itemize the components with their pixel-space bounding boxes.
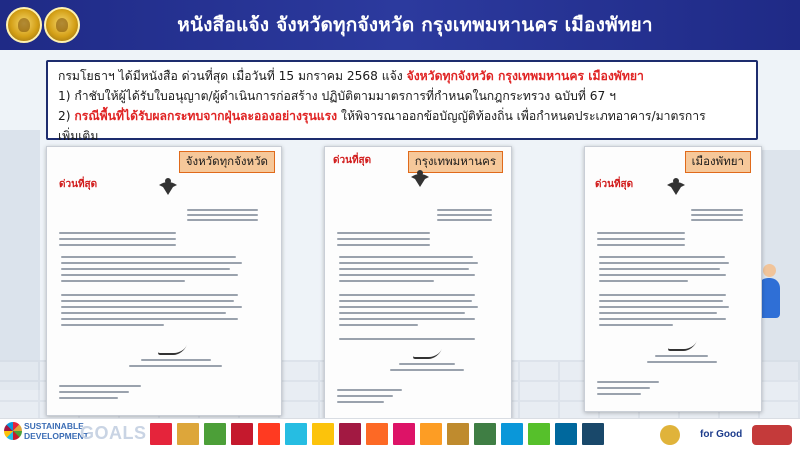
notice-line-3-number: 2) — [58, 109, 75, 123]
document-bangkok[interactable] — [324, 146, 512, 420]
text-line — [691, 214, 744, 216]
text-line — [390, 369, 464, 371]
document-label: กรุงเทพมหานคร — [408, 151, 503, 173]
text-line — [691, 209, 744, 211]
garuda-emblem-icon — [409, 167, 431, 189]
text-line — [337, 238, 430, 240]
text-line — [691, 219, 744, 221]
document-label: จังหวัดทุกจังหวัด — [179, 151, 275, 173]
notice-line-2: 1) กำชับให้ผู้ได้รับใบอนุญาต/ผู้ดำเนินการก่อสร้าง ปฏิบัติตามมาตรการที่กำหนดในกฎกระทรวง ฉบับที่ 67 ฯ — [58, 89, 616, 103]
text-line — [599, 318, 726, 320]
signature-mark — [157, 345, 187, 355]
sdg-goal-tile-icon — [447, 423, 469, 445]
text-line — [337, 232, 430, 234]
text-line — [59, 232, 176, 234]
text-line — [61, 312, 226, 314]
sdg-goal-tile-icon — [285, 423, 307, 445]
background-building-right — [756, 150, 800, 380]
text-line — [337, 244, 430, 246]
sdg-goal-tile-icon — [231, 423, 253, 445]
text-line — [337, 401, 384, 403]
text-line — [339, 294, 475, 296]
sdg-wheel-icon — [4, 422, 22, 440]
text-line — [339, 268, 469, 270]
text-line — [59, 244, 176, 246]
text-line — [647, 361, 717, 363]
text-line — [187, 219, 257, 221]
signature-mark — [668, 341, 698, 351]
urgent-stamp: ด่วนที่สุด — [59, 179, 98, 190]
text-line — [339, 256, 473, 258]
text-line — [437, 209, 493, 211]
text-line — [59, 238, 176, 240]
notice-line-1-highlight: จังหวัดทุกจังหวัด กรุงเทพมหานคร เมืองพัทยา — [406, 69, 644, 83]
text-line — [61, 256, 236, 258]
urgent-stamp: ด่วนที่สุด — [595, 179, 634, 190]
document-pattaya[interactable] — [584, 146, 762, 412]
text-line — [337, 389, 402, 391]
for-good-text: for Good — [700, 429, 743, 440]
text-line — [141, 359, 211, 361]
ministry-seal-logo — [6, 7, 42, 43]
text-line — [399, 363, 455, 365]
text-line — [437, 214, 493, 216]
text-line — [61, 280, 185, 282]
header-bar — [0, 0, 800, 50]
background-building-left — [0, 130, 40, 390]
text-line — [339, 280, 434, 282]
text-line — [599, 274, 726, 276]
text-line — [437, 219, 493, 221]
text-line — [597, 244, 685, 246]
text-line — [61, 324, 164, 326]
text-line — [59, 397, 118, 399]
notice-line-1-text: กรมโยธาฯ ได้มีหนังสือ ด่วนที่สุด เมื่อวันที่ 15 มกราคม 2568 แจ้ง — [58, 69, 407, 83]
text-line — [339, 300, 472, 302]
sdg-line-1: SUSTAINABLE — [24, 421, 84, 431]
text-line — [599, 280, 688, 282]
text-line — [61, 268, 230, 270]
garuda-emblem-icon — [665, 175, 687, 197]
text-line — [61, 262, 242, 264]
footer-sdg-bar — [0, 418, 800, 450]
text-line — [61, 294, 238, 296]
partner-logo-icon — [752, 425, 792, 445]
sdg-goal-tile-icon — [204, 423, 226, 445]
text-line — [599, 262, 729, 264]
garuda-emblem-icon — [157, 175, 179, 197]
sdg-goal-tile-icon — [582, 423, 604, 445]
text-line — [597, 387, 650, 389]
goals-wordmark: GOALS — [80, 423, 147, 443]
notice-summary-box — [46, 60, 758, 143]
document-label: เมืองพัทยา — [685, 151, 751, 173]
text-line — [61, 306, 242, 308]
sdg-goal-tile-icon — [366, 423, 388, 445]
sdg-goal-tile-icon — [393, 423, 415, 445]
sdg-goal-tile-icon — [528, 423, 550, 445]
text-line — [339, 306, 478, 308]
text-line — [599, 300, 723, 302]
sdg-goal-tile-icon — [420, 423, 442, 445]
notice-line-3 — [58, 106, 746, 126]
text-line — [59, 391, 129, 393]
urgent-stamp: ด่วนที่สุด — [333, 155, 372, 166]
text-line — [597, 232, 685, 234]
text-line — [599, 324, 673, 326]
sdg-goal-tile-icon — [177, 423, 199, 445]
text-line — [61, 274, 238, 276]
sdg-goal-tile-icon — [501, 423, 523, 445]
text-line — [61, 300, 234, 302]
text-line — [597, 381, 659, 383]
text-line — [339, 274, 475, 276]
sdg-goal-tile-icon — [258, 423, 280, 445]
page-title: หนังสือแจ้ง จังหวัดทุกจังหวัด กรุงเทพมหานคร เมืองพัทยา — [177, 14, 653, 36]
text-line — [187, 209, 257, 211]
text-line — [655, 355, 708, 357]
text-line — [339, 318, 475, 320]
text-line — [339, 312, 465, 314]
text-line — [597, 238, 685, 240]
document-provinces[interactable] — [46, 146, 282, 416]
text-line — [599, 312, 717, 314]
department-seal-logo — [44, 7, 80, 43]
text-line — [597, 393, 641, 395]
text-line — [187, 214, 257, 216]
sdg-goal-tile-icon — [150, 423, 172, 445]
text-line — [599, 306, 729, 308]
notice-line-1 — [58, 66, 746, 86]
text-line — [337, 395, 393, 397]
signature-mark — [412, 349, 442, 359]
sdg-goal-tile-icon — [555, 423, 577, 445]
text-line — [599, 256, 725, 258]
text-line — [599, 294, 726, 296]
sdg-line-2: DEVELOPMENT — [24, 431, 89, 441]
notice-line-3-text: ให้พิจารณาออกข้อบัญญัติท้องถิ่น เพื่อกำหนดประเภทอาคาร/มาตรการ — [337, 109, 706, 123]
sdg-goal-tile-icon — [339, 423, 361, 445]
text-line — [61, 318, 238, 320]
text-line — [339, 262, 478, 264]
text-line — [339, 324, 418, 326]
notice-line-4: เพิ่มเติม — [58, 129, 99, 143]
sdg-wordmark — [24, 421, 89, 441]
notice-line-3-highlight: กรณีพื้นที่ได้รับผลกระทบจากฝุ่นละอองอย่างรุนแรง — [74, 109, 338, 123]
partner-badge-icon — [660, 425, 680, 445]
text-line — [339, 338, 475, 340]
text-line — [129, 365, 223, 367]
text-line — [599, 268, 720, 270]
sdg-goal-tile-icon — [312, 423, 334, 445]
sdg-goal-tile-icon — [474, 423, 496, 445]
text-line — [59, 385, 141, 387]
